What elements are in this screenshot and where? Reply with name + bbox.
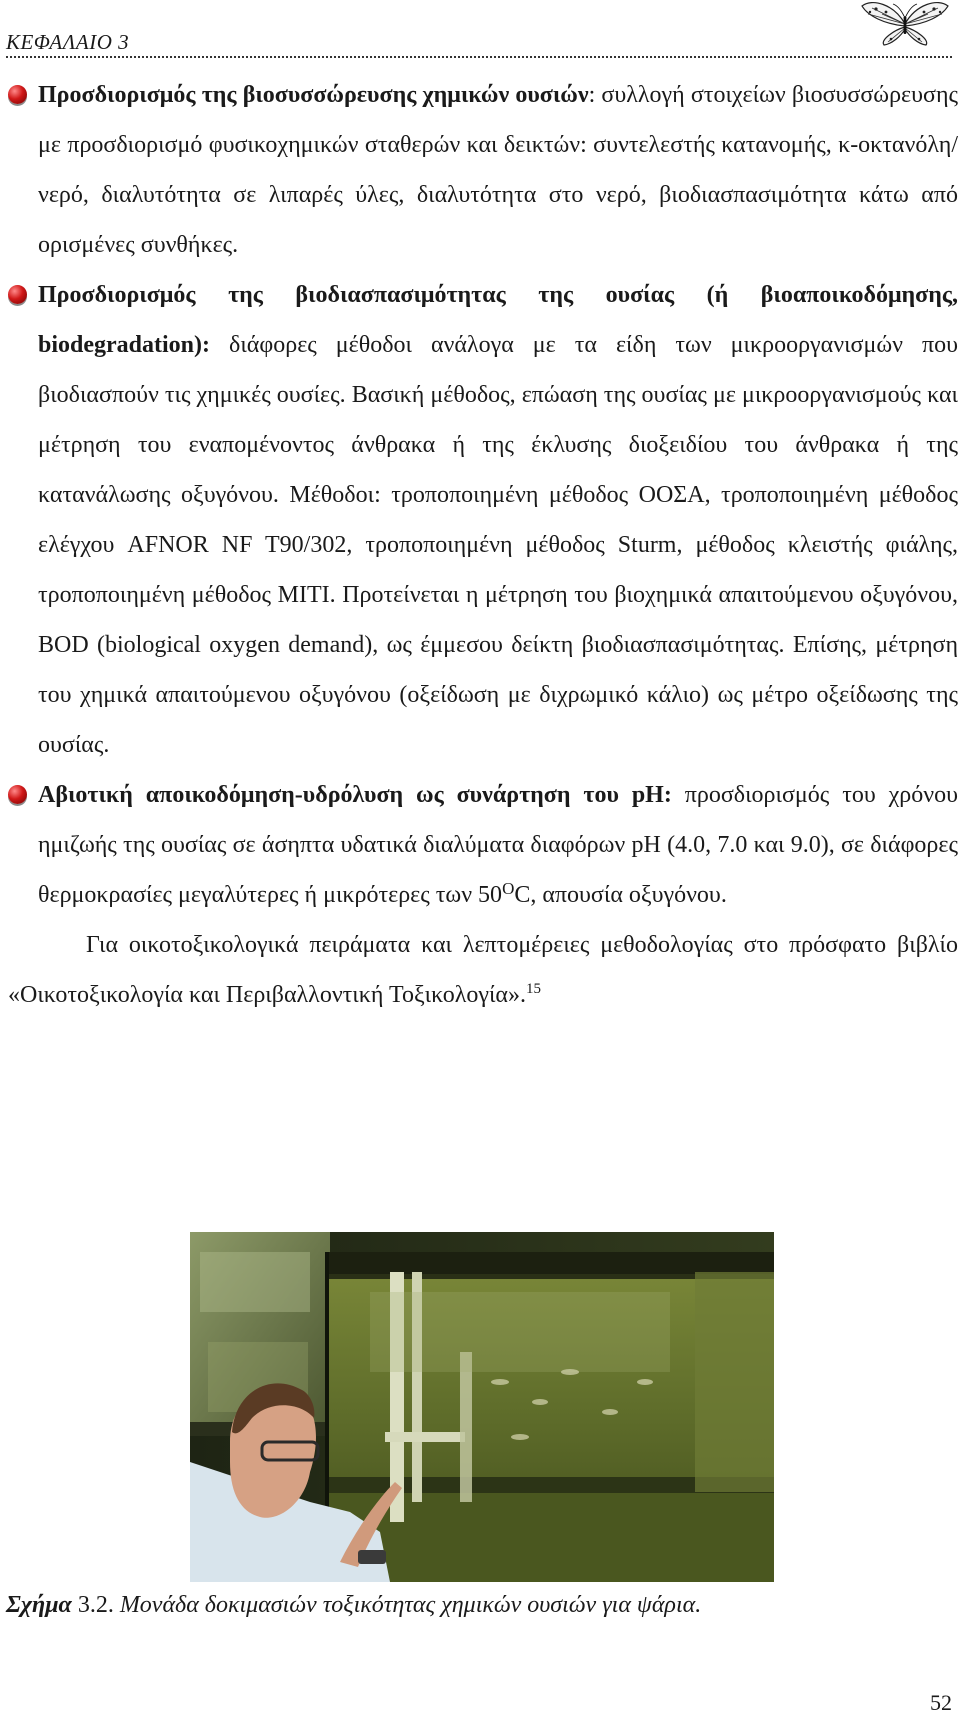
chapter-title: ΚΕΦΑΛΑΙΟ 3 <box>6 30 130 54</box>
figure-caption <box>6 1592 701 1619</box>
list-item <box>8 270 958 770</box>
list-item-text: διάφορες μέθοδοι ανάλογα με τα είδη των μικροοργανισμών που βιοδιασπούν τις χημικές ουσίες. Βασική μέθοδος, επώαση της ουσίας με μικροοργανισμούς και μέτρηση του εναπομένοντος άνθρακα ή της έκλυσης διοξειδίου του άνθρακα ή της κατανάλωσης οξυγόνου. Μέθοδοι: τροποποιημένη μέθοδος ΟΟΣΑ, τροποποιημένη μέθοδος ελέγχου AFNOR NF T90/302, τροποποιημένη μέθοδος Sturm, μέθοδος κλειστής φιάλης, τροποποιημένη μέθοδος MITI. Προτείνεται η μέτρηση του βιοχημικά απαιτούμενου οξυγόνου, BOD (biological oxygen demand), ως έμμεσου δείκτη βιοδιασπασιμότητας. Επίσης, μέτρηση του χημικά απαιτούμενου οξυγόνου (οξείδωση με διχρωμικό κάλιο) ως μέτρο οξείδωσης της ουσίας. <box>38 332 958 758</box>
list-item <box>8 770 958 920</box>
page-body <box>8 70 958 1020</box>
bullet-icon <box>8 85 27 104</box>
butterfly-icon <box>858 0 952 46</box>
figure-number: 3.2. <box>71 1592 120 1618</box>
list-item-text-end: C, απουσία οξυγόνου. <box>514 882 727 908</box>
list-item-title: Προσδιορισμός της βιοσυσσώρευσης χημικών ουσιών <box>38 82 589 108</box>
paragraph-text: Για οικοτοξικολογικά πειράματα και λεπτομέρειες μεθοδολογίας στο πρόσφατο βιβλίο «Οικοτοξικολογία και Περιβαλλοντική Τοξικολογία». <box>8 932 958 1008</box>
list-item <box>8 70 958 270</box>
page-number: 52 <box>930 1690 952 1715</box>
figure-photo <box>190 1232 774 1582</box>
figure-label: Σχήμα <box>6 1592 72 1618</box>
bullet-icon <box>8 285 27 304</box>
list-item-title: Αβιοτική αποικοδόμηση-υδρόλυση ως συνάρτηση του pH: <box>38 782 672 808</box>
degree-mark: O <box>502 879 515 898</box>
list-item-title: Προσδιορισμός της βιοδιασπασιμότητας της ουσίας (ή βιοαποικοδόμησης, biodegradation): <box>38 282 958 358</box>
footnote-ref: 15 <box>525 981 541 997</box>
page-header <box>6 0 952 58</box>
figure-caption-text: Μονάδα δοκιμασιών τοξικότητας χημικών ουσιών για ψάρια. <box>119 1592 702 1618</box>
bullet-icon <box>8 785 27 804</box>
list-item-text: : συλλογή στοιχείων βιοσυσσώρευσης με προσδιορισμό φυσικοχημικών σταθερών και δεικτών: συντελεστής κατανομής, κ-οκτανόλη/νερό, διαλυτότητα σε λιπαρές ύλες, διαλυτότητα στο νερό, βιοδιασπασιμότητα κάτω από ορισμένες συνθήκες. <box>38 82 959 258</box>
list-item-text: προσδιορισμός του χρόνου ημιζωής της ουσίας σε άσηπτα υδατικά διαλύματα διαφόρων pH (4.0, 7.0 και 9.0), σε διάφορες θερμοκρασίες μεγαλύτερες ή μικρότερες των 50 <box>38 782 958 908</box>
body-paragraph <box>8 920 958 1020</box>
